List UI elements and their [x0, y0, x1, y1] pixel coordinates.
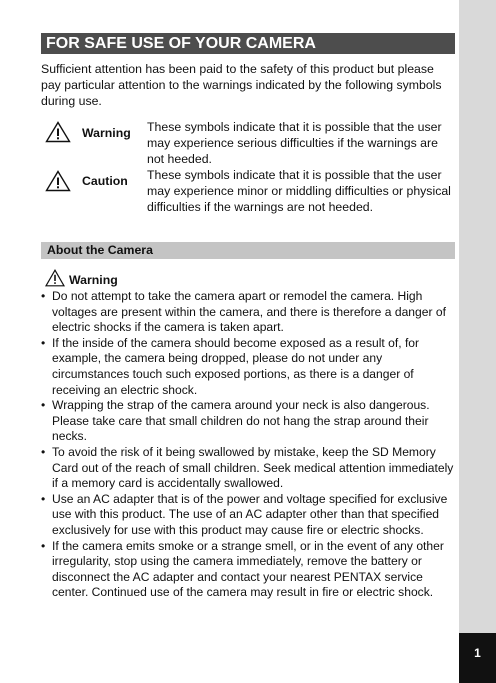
- page-number-tab: [459, 633, 496, 683]
- list-item: [41, 445, 457, 492]
- symbol-description: These symbols indicate that it is possible that the user may experience minor or middling difficulties or physical difficulties if the warnings are not heeded.: [147, 168, 451, 214]
- warning-triangle-icon: [45, 121, 71, 143]
- page-title: FOR SAFE USE OF YOUR CAMERA: [41, 33, 455, 54]
- symbol-row-caution: [41, 167, 455, 215]
- list-item: [41, 289, 457, 336]
- bullet-icon: •: [41, 289, 46, 303]
- page-number: 1: [474, 646, 481, 660]
- warning-label: Warning: [69, 273, 118, 287]
- list-item: [41, 539, 457, 601]
- list-item: [41, 336, 457, 398]
- list-item-text: If the camera emits smoke or a strange smell, or in the event of any other irregularity, stop using the camera immediately, remove the battery or disconnect the AC adapter and contact your nearest PENTAX service center. Continued use of the camera may result in fire or electric shock.: [52, 538, 444, 600]
- bullet-icon: •: [41, 398, 46, 413]
- symbol-row-warning: [41, 119, 455, 167]
- list-item-text: If the inside of the camera should become exposed as a result of, for example, the camera being dropped, please do not under any circumstances touch such exposed portions, as there is a danger of receiving an electric shock.: [52, 335, 420, 397]
- symbol-description: These symbols indicate that it is possible that the user may experience serious difficulties if the warnings are not heeded.: [147, 120, 442, 166]
- bullet-icon: •: [41, 444, 46, 459]
- list-item-text: Use an AC adapter that is of the power and voltage specified for exclusive use with this product. The use of an AC adapter other than that specified exclusively for use with this product may cause fire or electric shocks.: [52, 491, 448, 537]
- warning-list: [41, 289, 457, 601]
- list-item: [41, 398, 457, 445]
- intro-paragraph: Sufficient attention has been paid to the safety of this product but please pay particular attention to the warnings indicated by the following symbols during use.: [41, 62, 442, 108]
- side-strip: [459, 0, 496, 683]
- symbol-label: Caution: [82, 174, 128, 188]
- list-item: [41, 492, 457, 539]
- list-item-text: Wrapping the strap of the camera around your neck is also dangerous. Please take care that small children do not hang the strap around their necks.: [52, 398, 430, 444]
- section-heading: About the Camera: [41, 242, 455, 259]
- warning-triangle-icon: [45, 269, 65, 287]
- bullet-icon: •: [41, 491, 46, 506]
- warning-triangle-icon: [45, 170, 71, 192]
- list-item-text: Do not attempt to take the camera apart or remodel the camera. High voltages are present within the camera, and there is therefore a danger of electric shocks if the camera is taken apart.: [52, 289, 446, 335]
- list-item-text: To avoid the risk of it being swallowed by mistake, keep the SD Memory Card out of the reach of small children. Seek medical attention immediately if a memory card is accidentally swallowed.: [52, 444, 454, 491]
- bullet-icon: •: [41, 538, 46, 553]
- bullet-icon: •: [41, 335, 46, 350]
- symbol-label: Warning: [82, 126, 131, 140]
